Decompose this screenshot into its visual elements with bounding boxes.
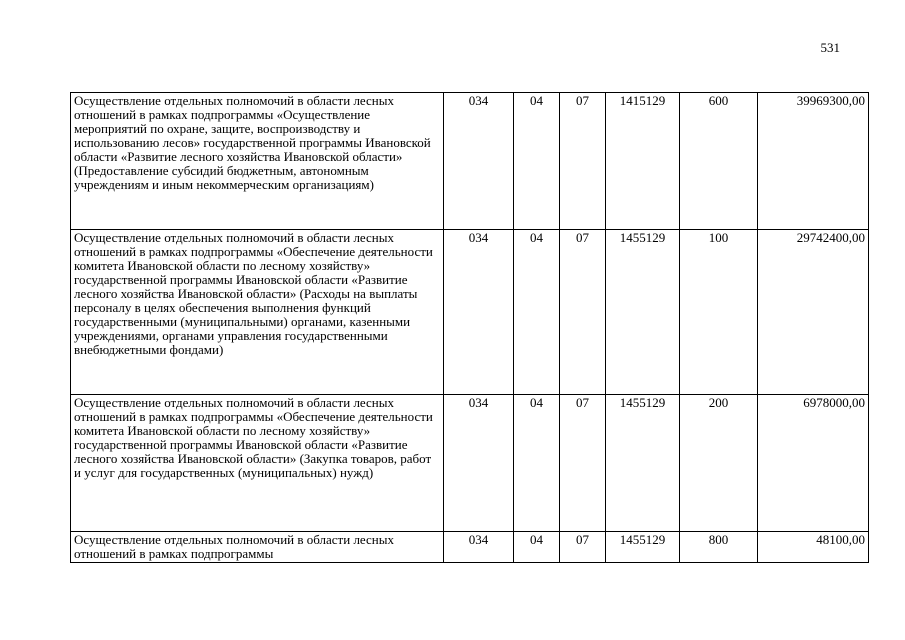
row-description: Осуществление отдельных полномочий в области лесных отношений в рамках подпрограммы «Обеспечение деятельности комитета Ивановской области по лесному хозяйству» государственной программы Ивановской области «Развитие лесного хозяйства Ивановской области» (Закупка товаров, работ и услуг для государственных (муниципальных) нужд) xyxy=(71,395,444,532)
row-expense-type: 100 xyxy=(680,230,758,395)
row-target-article: 1455129 xyxy=(606,395,680,532)
row-ministry-code: 034 xyxy=(444,395,514,532)
row-description: Осуществление отдельных полномочий в области лесных отношений в рамках подпрограммы «Осуществление мероприятий по охране, защите, воспроизводству и использованию лесов» государственной программы Ивановской области «Развитие лесного хозяйства Ивановской области» (Предоставление субсидий бюджетным, автономным учреждениям и иным некоммерческим организациям) xyxy=(71,93,444,230)
table-row xyxy=(71,532,869,563)
row-subsection-code: 07 xyxy=(560,532,606,563)
row-section-code: 04 xyxy=(514,395,560,532)
budget-table xyxy=(70,92,869,563)
row-description: Осуществление отдельных полномочий в области лесных отношений в рамках подпрограммы xyxy=(71,532,444,563)
row-amount: 29742400,00 xyxy=(758,230,869,395)
row-subsection-code: 07 xyxy=(560,395,606,532)
row-section-code: 04 xyxy=(514,93,560,230)
table-row xyxy=(71,230,869,395)
row-description: Осуществление отдельных полномочий в области лесных отношений в рамках подпрограммы «Обеспечение деятельности комитета Ивановской области по лесному хозяйству» государственной программы Ивановской области «Развитие лесного хозяйства Ивановской области» (Расходы на выплаты персоналу в целях обеспечения выполнения функций государственными (муниципальными) органами, казенными учреждениями, органами управления государственными внебюджетными фондами) xyxy=(71,230,444,395)
row-subsection-code: 07 xyxy=(560,93,606,230)
row-target-article: 1455129 xyxy=(606,230,680,395)
row-section-code: 04 xyxy=(514,230,560,395)
row-target-article: 1415129 xyxy=(606,93,680,230)
row-expense-type: 600 xyxy=(680,93,758,230)
page-number: 531 xyxy=(820,40,840,55)
row-expense-type: 200 xyxy=(680,395,758,532)
row-amount: 6978000,00 xyxy=(758,395,869,532)
row-ministry-code: 034 xyxy=(444,230,514,395)
table-row xyxy=(71,395,869,532)
row-amount: 39969300,00 xyxy=(758,93,869,230)
row-ministry-code: 034 xyxy=(444,532,514,563)
row-target-article: 1455129 xyxy=(606,532,680,563)
row-expense-type: 800 xyxy=(680,532,758,563)
row-ministry-code: 034 xyxy=(444,93,514,230)
row-amount: 48100,00 xyxy=(758,532,869,563)
row-subsection-code: 07 xyxy=(560,230,606,395)
table-row xyxy=(71,93,869,230)
row-section-code: 04 xyxy=(514,532,560,563)
